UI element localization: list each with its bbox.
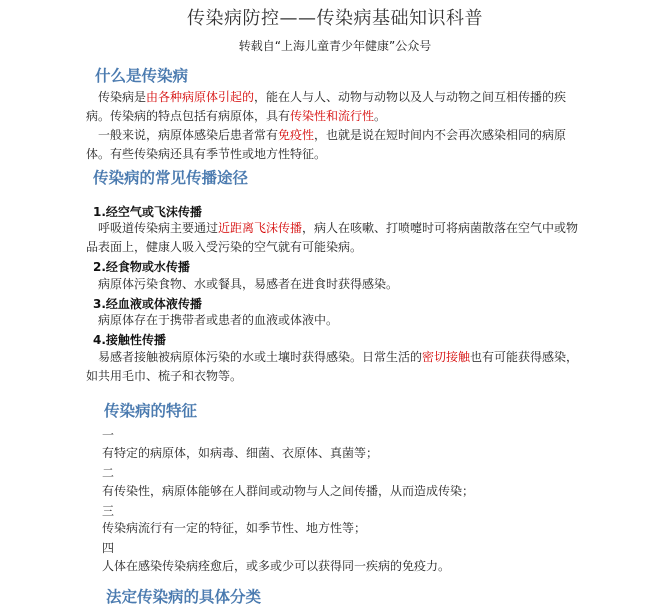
feature-text: 传染病流行有一定的特征，如季节性、地方性等； (102, 521, 367, 535)
text: 也有可能获得感染，如共用毛巾、梳子和衣物等。 (86, 350, 579, 383)
route-title-contact: 4.接触性传播 (93, 333, 166, 347)
paragraph-immunity (86, 126, 580, 164)
route-text-food-water: 病原体污染食物、水或餐具，易感者在进食时获得感染。 (98, 277, 399, 291)
text: 传染病是 (98, 90, 147, 104)
text: ，能在人与人、动物与动物以及人与动物之间互相传播的疾病。传染病的特点包括有病原体，具有 (86, 90, 567, 123)
text: 。 (374, 109, 387, 123)
article-source: 转载自“上海儿童青少年健康”公众号 (238, 39, 432, 53)
feature-number: 四 (102, 541, 115, 555)
route-title-food-water: 2.经食物或水传播 (93, 260, 190, 274)
article-title: 传染病防控——传染病基础知识科普 (187, 8, 483, 29)
highlight-text: 由各种病原体引起的 (146, 90, 255, 104)
route-text-blood: 病原体存在于携带者或患者的血液或体液中。 (98, 313, 339, 327)
paragraph-definition (86, 88, 580, 126)
highlight-text: 近距离飞沫传播 (218, 221, 303, 235)
feature-text: 有传染性，病原体能够在人群间或动物与人之间传播，从而造成传染； (102, 484, 475, 498)
text: 易感者接触被病原体污染的水或土壤时获得感染。日常生活的 (98, 350, 423, 364)
feature-text: 有特定的病原体，如病毒、细菌、衣原体、真菌等； (102, 446, 379, 460)
highlight-text: 密切接触 (422, 350, 471, 364)
section-heading-what-is: 什么是传染病 (95, 67, 189, 85)
text: ，病人在咳嗽、打喷嚏时可将病菌散落在空气中或物品表面上，健康人吸入受污染的空气就有可能染病。 (86, 221, 579, 254)
text: 一般来说，病原体感染后患者常有 (98, 128, 279, 142)
feature-text: 人体在感染传染病痊愈后，或多或少可以获得同一疾病的免疫力。 (102, 559, 451, 573)
section-heading-transmission: 传染病的常见传播途径 (93, 169, 249, 187)
highlight-text: 传染性和流行性 (290, 109, 375, 123)
route-text-airborne (86, 219, 580, 257)
feature-number: 二 (102, 466, 115, 480)
section-heading-features: 传染病的特征 (104, 402, 198, 420)
highlight-text: 免疫性 (278, 128, 315, 142)
text: 呼吸道传染病主要通过 (98, 221, 219, 235)
feature-number: 一 (102, 428, 115, 442)
text: ，也就是说在短时间内不会再次感染相同的病原体。有些传染病还具有季节性或地方性特征。 (86, 128, 567, 161)
route-title-airborne: 1.经空气或飞沫传播 (93, 205, 202, 219)
route-text-contact (86, 348, 580, 386)
route-title-blood: 3.经血液或体液传播 (93, 297, 202, 311)
feature-number: 三 (102, 504, 115, 518)
section-heading-classification: 法定传染病的具体分类 (106, 588, 262, 606)
